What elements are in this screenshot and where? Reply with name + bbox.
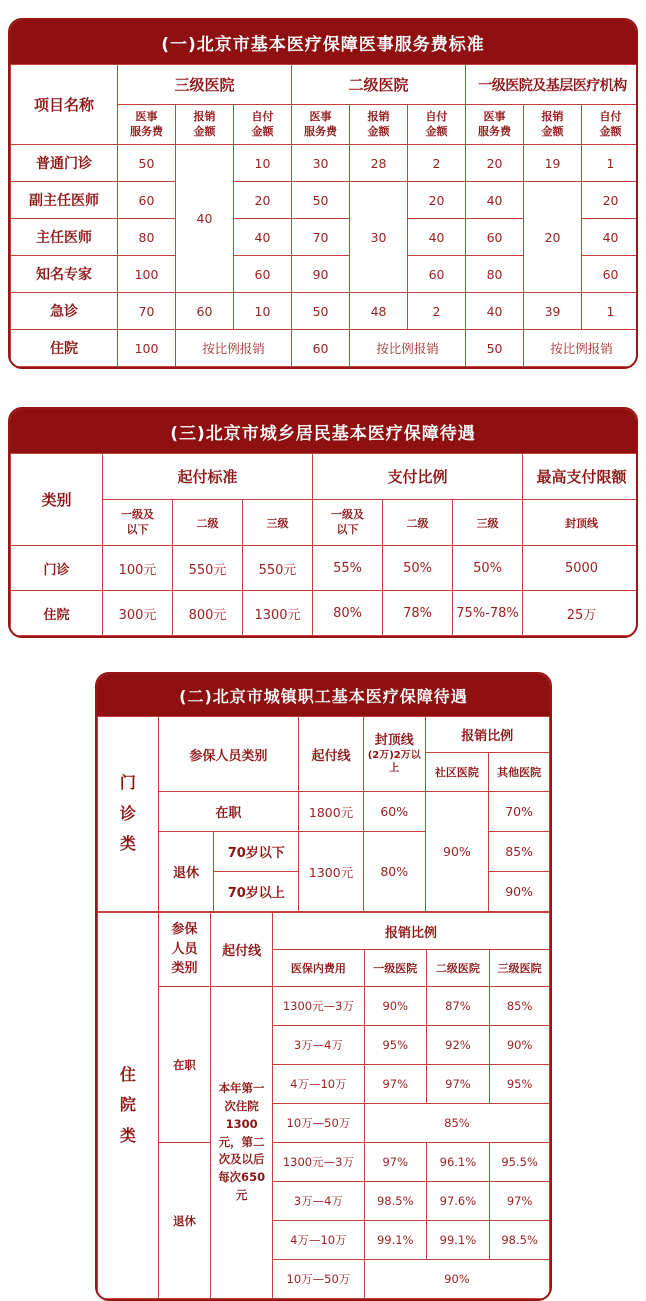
t1-group-tier3: 三级医院 <box>118 65 292 105</box>
row-label: 副主任医师 <box>11 182 118 219</box>
cell: 70 <box>292 219 350 256</box>
t2-group-cap: 最高支付限额 <box>523 454 638 500</box>
t1-group-tier2: 二级医院 <box>292 65 466 105</box>
cell-merged: 按比例报销 <box>524 330 638 367</box>
cell: 2 <box>408 145 466 182</box>
cell-merged: 30 <box>350 182 408 293</box>
cell-range: 3万—4万 <box>272 1182 364 1221</box>
cell: 50 <box>466 330 524 367</box>
cell-merged: 90% <box>425 792 489 912</box>
cell: 40 <box>234 219 292 256</box>
cell-merged: 40 <box>176 145 234 293</box>
cell: 10 <box>234 293 292 330</box>
cell-merged: 1300元 <box>299 832 364 912</box>
cell: 28 <box>350 145 408 182</box>
cell-merged: 20 <box>524 182 582 293</box>
cell: 80 <box>466 256 524 293</box>
t3a-category-header: 参保人员类别 <box>158 717 299 792</box>
t3b-category-header: 参保人员类别 <box>158 913 211 987</box>
t2-sub-tier3: 三级 <box>243 500 313 546</box>
cell: 550元 <box>173 546 243 591</box>
t1-sub-self: 自付 金额 <box>234 105 292 145</box>
cell: 60 <box>176 293 234 330</box>
row-label: 住院 <box>11 591 103 636</box>
cell: 70 <box>118 293 176 330</box>
cell: 80 <box>118 219 176 256</box>
cell: 90 <box>292 256 350 293</box>
cell: 20 <box>582 182 638 219</box>
cell-merged: 按比例报销 <box>350 330 466 367</box>
cell: 60 <box>234 256 292 293</box>
cell-merged: 90% <box>364 1260 549 1299</box>
t2-sub-capline: 封顶线 <box>523 500 638 546</box>
cell: 92% <box>426 1026 490 1065</box>
cell: 50% <box>453 546 523 591</box>
t2-sub-tier2: 二级 <box>383 500 453 546</box>
cell: 99.1% <box>364 1221 426 1260</box>
t3b-tier1-header: 一级医院 <box>364 950 426 987</box>
row-label-under70: 70岁以下 <box>214 832 299 872</box>
cell: 40 <box>408 219 466 256</box>
service-fee-card <box>8 18 638 369</box>
cell: 97.6% <box>426 1182 490 1221</box>
cell: 1 <box>582 145 638 182</box>
table-row <box>11 293 639 330</box>
row-label-retired: 退休 <box>158 1143 211 1299</box>
cell: 40 <box>466 293 524 330</box>
t3b-tier3-header: 三级医院 <box>490 950 550 987</box>
table-row <box>11 591 639 636</box>
t1-sub-self: 自付 金额 <box>408 105 466 145</box>
cell-range: 3万—4万 <box>272 1026 364 1065</box>
row-label: 主任医师 <box>11 219 118 256</box>
cell: 80% <box>313 591 383 636</box>
residents-benefit-card <box>8 407 638 638</box>
t1-sub-reimb: 报销 金额 <box>524 105 582 145</box>
t3b-fee-header: 医保内费用 <box>272 950 364 987</box>
row-label-employed: 在职 <box>158 987 211 1143</box>
cell: 60 <box>408 256 466 293</box>
t2-sub-tier2: 二级 <box>173 500 243 546</box>
cell: 25万 <box>523 591 638 636</box>
table-row <box>11 145 639 182</box>
deductible-note: 本年第一次住院1300元，第二次及以后每次650元 <box>211 987 273 1299</box>
row-label: 普通门诊 <box>11 145 118 182</box>
row-label: 知名专家 <box>11 256 118 293</box>
t1-sub-self: 自付 金额 <box>582 105 638 145</box>
cell-range: 10万—50万 <box>272 1260 364 1299</box>
cell: 99.1% <box>426 1221 490 1260</box>
cell: 100元 <box>103 546 173 591</box>
cell: 75%-78% <box>453 591 523 636</box>
t3a-ratio-header: 报销比例 <box>425 717 549 753</box>
residents-benefit-table <box>10 453 638 636</box>
table-row <box>98 792 550 832</box>
cell: 2 <box>408 293 466 330</box>
cell: 50 <box>118 145 176 182</box>
cell-merged: 80% <box>363 832 425 912</box>
cell: 19 <box>524 145 582 182</box>
cell: 20 <box>234 182 292 219</box>
cell: 30 <box>292 145 350 182</box>
cell: 60% <box>363 792 425 832</box>
row-label-retired: 退休 <box>158 832 214 912</box>
table-row <box>11 182 639 219</box>
cell: 87% <box>426 987 490 1026</box>
row-label-over70: 70岁以上 <box>214 872 299 912</box>
cell: 1300元 <box>243 591 313 636</box>
cell-range: 1300元—3万 <box>272 1143 364 1182</box>
table-row <box>98 1143 550 1182</box>
cell: 20 <box>408 182 466 219</box>
cell-range: 1300元—3万 <box>272 987 364 1026</box>
cell: 60 <box>466 219 524 256</box>
cell: 90% <box>364 987 426 1026</box>
table-row <box>11 330 639 367</box>
cell: 95% <box>364 1026 426 1065</box>
cell: 97% <box>364 1065 426 1104</box>
cell: 78% <box>383 591 453 636</box>
cell: 98.5% <box>490 1221 550 1260</box>
cell: 100 <box>118 330 176 367</box>
row-label-employed: 在职 <box>158 792 299 832</box>
cell: 97% <box>490 1182 550 1221</box>
cell: 60 <box>118 182 176 219</box>
cell: 50% <box>383 546 453 591</box>
cell: 10 <box>234 145 292 182</box>
t1-sub-fee: 医事 服务费 <box>118 105 176 145</box>
cell: 97% <box>364 1143 426 1182</box>
t3b-ratio-header: 报销比例 <box>272 913 549 950</box>
t1-sub-reimb: 报销 金额 <box>350 105 408 145</box>
cell: 98.5% <box>364 1182 426 1221</box>
cell: 95.5% <box>490 1143 550 1182</box>
t3b-deductible-header: 起付线 <box>211 913 273 987</box>
cell: 1800元 <box>299 792 364 832</box>
employee-inpatient-table <box>97 912 550 1299</box>
cell: 55% <box>313 546 383 591</box>
t1-sub-reimb: 报销 金额 <box>176 105 234 145</box>
cell: 20 <box>466 145 524 182</box>
cell: 85% <box>490 987 550 1026</box>
t2-sub-tier1: 一级及 以下 <box>103 500 173 546</box>
cell-range: 4万—10万 <box>272 1221 364 1260</box>
row-label: 住院 <box>11 330 118 367</box>
cell: 39 <box>524 293 582 330</box>
cell-range: 10万—50万 <box>272 1104 364 1143</box>
cell: 70% <box>489 792 550 832</box>
employee-outpatient-table <box>97 716 550 912</box>
employee-benefit-title: (二)北京市城镇职工基本医疗保障待遇 <box>97 674 550 716</box>
cell: 50 <box>292 293 350 330</box>
t1-corner-header: 项目名称 <box>11 65 118 145</box>
cell: 85% <box>489 832 550 872</box>
cell-merged: 85% <box>364 1104 549 1143</box>
cell: 97% <box>426 1065 490 1104</box>
cell: 800元 <box>173 591 243 636</box>
cell: 550元 <box>243 546 313 591</box>
t3a-cap-header: 封顶线 (2万)2万以上 <box>363 717 425 792</box>
table-row <box>11 546 639 591</box>
cell: 95% <box>490 1065 550 1104</box>
cell: 60 <box>582 256 638 293</box>
t2-sub-tier1: 一级及 以下 <box>313 500 383 546</box>
cell: 50 <box>292 182 350 219</box>
service-fee-title: (一)北京市基本医疗保障医事服务费标准 <box>10 20 636 64</box>
cell: 90% <box>490 1026 550 1065</box>
inpatient-section-label: 住院类 <box>98 913 159 1299</box>
t3b-tier2-header: 二级医院 <box>426 950 490 987</box>
table-row <box>98 987 550 1026</box>
t3a-deductible-header: 起付线 <box>299 717 364 792</box>
cell-range: 4万—10万 <box>272 1065 364 1104</box>
service-fee-table <box>10 64 638 367</box>
outpatient-section-label: 门诊类 <box>98 717 159 912</box>
t3a-community-header: 社区医院 <box>425 753 489 792</box>
t3a-other-header: 其他医院 <box>489 753 550 792</box>
cell: 48 <box>350 293 408 330</box>
t1-sub-fee: 医事 服务费 <box>466 105 524 145</box>
cell: 5000 <box>523 546 638 591</box>
cell: 300元 <box>103 591 173 636</box>
cell: 40 <box>582 219 638 256</box>
cell-merged: 按比例报销 <box>176 330 292 367</box>
t1-sub-fee: 医事 服务费 <box>292 105 350 145</box>
employee-benefit-card <box>95 672 552 1301</box>
t2-group-deductible: 起付标准 <box>103 454 313 500</box>
t2-group-ratio: 支付比例 <box>313 454 523 500</box>
cell: 60 <box>292 330 350 367</box>
cell: 96.1% <box>426 1143 490 1182</box>
cell: 100 <box>118 256 176 293</box>
t2-sub-tier3: 三级 <box>453 500 523 546</box>
cell: 40 <box>466 182 524 219</box>
t2-corner-header: 类别 <box>11 454 103 546</box>
row-label: 急诊 <box>11 293 118 330</box>
residents-benefit-title: (三)北京市城乡居民基本医疗保障待遇 <box>10 409 636 453</box>
t1-group-tier1: 一级医院及基层医疗机构 <box>466 65 638 105</box>
cell: 1 <box>582 293 638 330</box>
cell: 90% <box>489 872 550 912</box>
row-label: 门诊 <box>11 546 103 591</box>
